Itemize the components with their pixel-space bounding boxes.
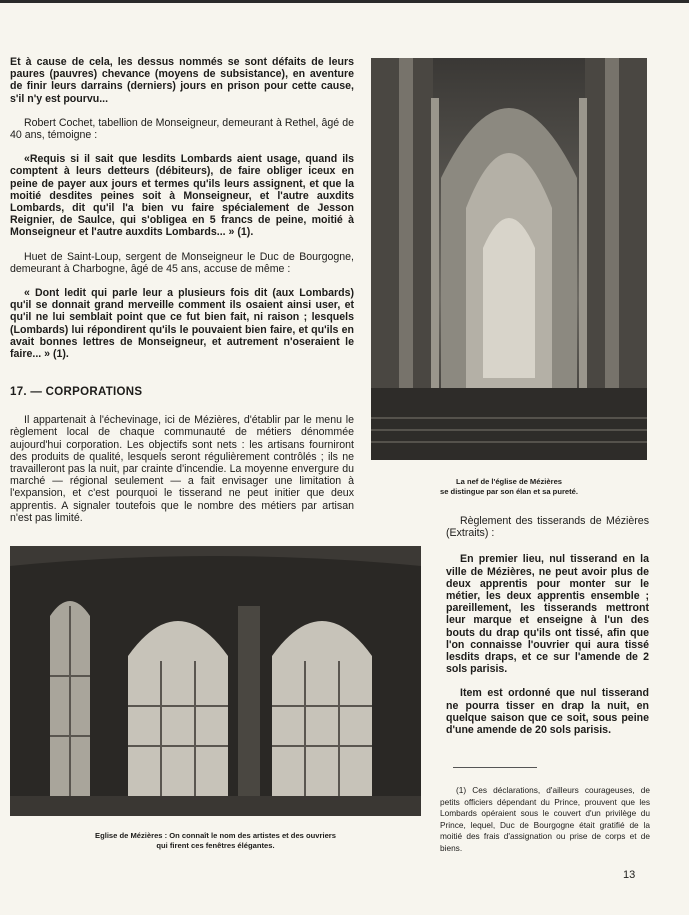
paragraph-corporations: Il appartenait à l'échevinage, ici de Mézières, d'établir par le menu le règlement local de chaque communauté de métiers dénommée aujourd'hui corporation. Les objectifs sont nets : les artisans fourniront des produits de qualité, lesquels seront régulièrement contrôlés ; ils ne travailleront pas la nuit, par crainte d'incendie. La moyenne envergure du marché — régional seulement — a fait envisager une limitation à l'expansion, et c'est pourquoi le tisserand ne peut initier que deux apprentis. A signaler toutefois que le nombre des métiers par artisan n'est pas limité. bbox=[10, 414, 354, 524]
section-heading: 17. — CORPORATIONS bbox=[10, 386, 143, 399]
paragraph-cochet-quote: «Requis si il sait que lesdits Lombards aient usage, quand ils comptent à leurs detteurs (débiteurs), de faire obliger iceux en peine de payer aux jours et termes qu'ils leurs assignent, et que la moitié desdites peines soit à Monseigneur, et l'autre auxdits Lombards, dit qu'il l'a bien vu faire spécialement de Jesson Reignier, de Saulce, qui s'obligea en 5 francs de peine, moitié à Monseigneur et l'autre auxdits Lombards... » (1). bbox=[10, 153, 354, 239]
top-rule bbox=[0, 0, 689, 3]
caption-nave-line2: se distingue par son élan et sa pureté. bbox=[440, 487, 578, 496]
caption-windows bbox=[10, 831, 421, 851]
paragraph-huet-intro: Huet de Saint-Loup, sergent de Monseigneur le Duc de Bourgogne, demeurant à Charbogne, âgé de 45 ans, accuse de même : bbox=[10, 250, 354, 275]
photo-nave bbox=[371, 58, 647, 460]
footnote-rule bbox=[453, 767, 537, 768]
caption-windows-line2: qui firent ces fenêtres élégantes. bbox=[156, 841, 275, 850]
paragraph-regulation-apprentices: En premier lieu, nul tisserand en la ville de Mézières, ne peut avoir plus de deux apprentis pour monter sur le métier, les deux apprentis ensemble ; pareillement, les tisserands mettront leur marque et enseigne à l'un des bouts du drap qu'ils ont tissé, afin que l'on connaisse l'ouvrier qui aura tissé lesdits draps, et ce sur l'amende de 2 sols parisis. bbox=[446, 553, 649, 676]
caption-nave-line1: La nef de l'église de Mézières bbox=[455, 477, 563, 486]
right-column bbox=[446, 515, 649, 736]
footnote: (1) Ces déclarations, d'ailleurs courageuses, de petits officiers dépendant du Prince, prouvent que les Lombards opéraient sous le couvert d'un privilège du Prince, lequel, Duc de Bourgogne était gratifié de la moitié des frais d'assignation ou prise de corps et de biens. bbox=[440, 785, 650, 853]
paragraph-regulation-night: Item est ordonné que nul tisserand ne pourra tisser en drap la nuit, en quelque saison que ce soit, sous peine d'une amende de 20 sols parisis. bbox=[446, 687, 649, 737]
caption-nave bbox=[371, 477, 647, 497]
page-number: 13 bbox=[623, 869, 636, 881]
paragraph-debtors: Et à cause de cela, les dessus nommés se sont défaits de leurs paures (pauvres) chevance (moyens de subsistance), en aventure de finir leurs darrains (derniers) jours en prison pour cette cause, s'il n'y est pourvu... bbox=[10, 56, 354, 105]
photo-windows bbox=[10, 546, 421, 816]
paragraph-huet-quote: « Dont ledit qui parle leur a plusieurs fois dit (aux Lombards) qu'il se donnait grand merveille comment ils osaient ainsi user, et qu'il ne lui semblait point que ce fut bien fait, ni raison ; lesquels (Lombards) lui répondirent qu'ils le pouvaient bien faire, et qu'ils en avait bonnes lettres de Monseigneur, et autrement n'oseraient le faire... » (1). bbox=[10, 287, 354, 361]
left-column bbox=[10, 56, 354, 524]
caption-windows-line1: Eglise de Mézières : On connaît le nom des artistes et des ouvriers bbox=[95, 831, 336, 840]
paragraph-cochet-intro: Robert Cochet, tabellion de Monseigneur, demeurant à Rethel, âgé de 40 ans, témoigne : bbox=[10, 116, 354, 142]
paragraph-regulation-title: Règlement des tisserands de Mézières (Extraits) : bbox=[446, 515, 649, 540]
